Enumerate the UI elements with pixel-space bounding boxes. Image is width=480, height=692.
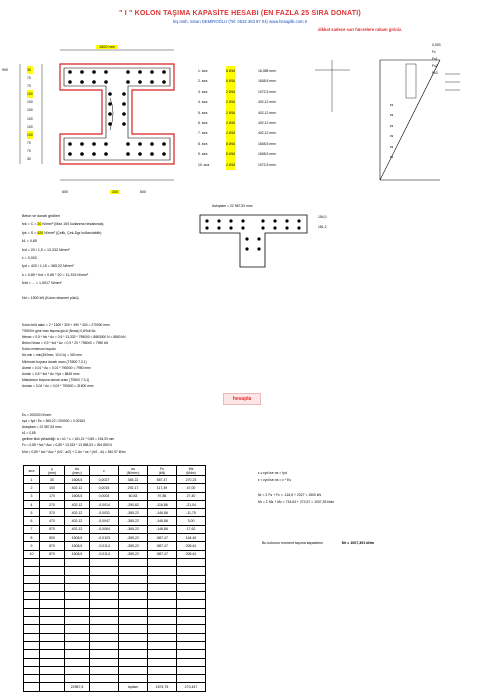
table-cell: -587,47 <box>148 534 177 542</box>
table-cell <box>65 625 90 633</box>
table-cell <box>24 641 40 649</box>
table-cell <box>24 650 40 658</box>
table-cell <box>65 558 90 566</box>
table-cell: 292,17 <box>119 484 148 492</box>
table-row <box>24 608 206 616</box>
table-cell: 205,61 <box>177 542 206 550</box>
table-cell <box>24 567 40 575</box>
table-cell <box>177 592 206 600</box>
table-cell <box>24 583 40 591</box>
table-cell <box>65 575 90 583</box>
table-cell <box>148 608 177 616</box>
table-row <box>24 575 206 583</box>
table-cell: 17,62 <box>177 525 206 533</box>
table-cell <box>119 633 148 641</box>
table-cell <box>40 675 65 683</box>
table-cell: 1608,5 <box>65 476 90 484</box>
dim-value: 100 <box>27 116 33 121</box>
table-cell <box>65 658 90 666</box>
table-row <box>24 583 206 591</box>
table-row <box>24 617 206 625</box>
table-cell: 164,49 <box>177 534 206 542</box>
table-cell: 870 <box>40 550 65 558</box>
table-cell: 1608,5 <box>65 492 90 500</box>
table-cell <box>65 592 90 600</box>
table-cell: 1 <box>24 476 40 484</box>
dim-column <box>27 66 33 163</box>
table-cell <box>177 567 206 575</box>
table-cell: 570 <box>40 525 65 533</box>
table-row <box>24 492 206 500</box>
table-row <box>24 517 206 525</box>
table-cell <box>119 650 148 658</box>
table-cell <box>177 625 206 633</box>
table-cell <box>24 625 40 633</box>
table-cell <box>40 625 65 633</box>
table-row <box>24 633 206 641</box>
table-cell <box>119 641 148 649</box>
table-cell: -290,62 <box>119 500 148 508</box>
table-cell <box>148 583 177 591</box>
table-cell <box>40 650 65 658</box>
table-cell <box>24 666 40 674</box>
table-cell: 800 <box>40 534 65 542</box>
table-row <box>24 600 206 608</box>
dim-value: 30 <box>27 157 31 162</box>
table-cell <box>40 617 65 625</box>
rebar-dots-top <box>68 70 166 84</box>
table-cell: -0,0064 <box>90 525 119 533</box>
table-cell <box>148 675 177 683</box>
table-cell: 10 <box>24 550 40 558</box>
stirrup-outline <box>64 68 170 160</box>
table-row <box>24 558 206 566</box>
table-cell: 97,86 <box>148 492 177 500</box>
inputs-heading: Beton ve donatı girdileri <box>22 214 60 218</box>
left-height-label: 900 <box>2 68 8 72</box>
table-cell <box>119 575 148 583</box>
table-cell: 9 <box>24 542 40 550</box>
fy-input[interactable]: 420 <box>37 230 44 235</box>
table-cell: 117,49 <box>148 484 177 492</box>
table-cell: 402,12 <box>65 500 90 508</box>
strain-labels: 0,003 Fc Fs1 Fs2 Fs3 <box>432 43 441 75</box>
table-cell <box>90 666 119 674</box>
flange-right-label: 600 <box>140 190 146 194</box>
row-bars[interactable]: 8 Ø16 8 Ø16 2 Ø16 2 Ø16 2 Ø16 2 Ø16 2 Ø16 8 Ø16 8 Ø16 2 Ø16 <box>226 66 235 170</box>
table-cell <box>177 658 206 666</box>
table-cell: 30 <box>40 476 65 484</box>
table-cell: -365,22 <box>119 534 148 542</box>
table-cell <box>90 608 119 616</box>
table-cell: -365,22 <box>119 525 148 533</box>
table-cell <box>65 633 90 641</box>
table-cell <box>90 633 119 641</box>
table-cell: 7 <box>24 525 40 533</box>
table-cell: 0,0027 <box>90 476 119 484</box>
table-header-row: sıra y (mm) As (mm²) ε σs (N/mm²) Fs (kN) Ms (kNm) <box>24 466 206 476</box>
calc-block: Kolon brüt alanı = 2 * 1500 * 300 + 490 * 300 = 270000 mm² TS500'e göre max taşıma gücü (Nmax) 0,6*fck*Ac Ntmax = 0,5 * fck * Ac = 0,5 * 13,333 * 795000 = 8863000 N = 8863 kN Beton Nmax = 0,9 * fcd * Ac = 0,9 * 20 * 795000 = 7950 kN Kolon minimum boyutu Ns,min = min(300mm, 1/12 lo) = 300 mm Minimum boyuna donatı oranı (TS500 7.3.1) Asmin = 0,01 * Ac = 0,01 * 795000 = 7950 mm² Asmin = 0,8 * fcd * Ac / fyd = 8845 mm² Maksimum boyuna donatı oranı (TS500 7.3.1) Asmax = 0,04 * Ac = 0,04 * 795000 = 31800 mm² <box>22 323 126 388</box>
eps-block: Es = 200000 N/mm² εyd = fyd / Es = 365,22 / 200000 = 0,00183 Astoplam = 22 987,53 mm² k1 = 0,85 gerilme blok yüksekliği: a = k1 * c = 181,21 * 0,85 = 154,03 mm Fc = 0,85 * fcd * Acc = 0,85 * 13,333 * 13 658,53 = 264 853 N Mrd = 0,85 * fcd * Acc * (h/2 - a/2) + Σ As * σs * (h/2 - di) = 540,97 kNm <box>22 413 126 454</box>
table-cell <box>119 617 148 625</box>
table-cell <box>148 658 177 666</box>
table-cell: 47,00 <box>177 484 206 492</box>
table-cell: -21,04 <box>177 500 206 508</box>
table-cell: 587,47 <box>148 476 177 484</box>
table-cell: -116,86 <box>148 500 177 508</box>
table-cell <box>148 600 177 608</box>
table-cell: 402,12 <box>65 517 90 525</box>
right-formulas: ε ≥ εyd ise σs = fyd ε < εyd ise σs = ε * Es Nr = Σ Fs + Fc = -116,5 + 2027 = 1500 kN Mr = Σ Ms + Mc = 734,64 + 272,57 = 1007,39 kNm <box>258 471 335 504</box>
table-cell: 2 <box>24 484 40 492</box>
table-cell <box>90 558 119 566</box>
table-cell: 870 <box>40 542 65 550</box>
table-cell: -11,75 <box>177 509 206 517</box>
table-cell: -365,22 <box>119 517 148 525</box>
table-cell: 1608,5 <box>65 550 90 558</box>
table-cell <box>177 666 206 674</box>
table-cell: 370 <box>40 509 65 517</box>
result-line: Bu kolonun moment taşıma kapasitesi Mr = 1007,391 kNm <box>262 541 375 545</box>
dim-value: 70 <box>27 76 31 81</box>
table-cell <box>65 617 90 625</box>
table-cell <box>40 600 65 608</box>
table-cell <box>90 575 119 583</box>
table-cell <box>65 666 90 674</box>
table-cell: 4 <box>24 500 40 508</box>
table-cell <box>119 583 148 591</box>
table-row <box>24 666 206 674</box>
table-cell <box>148 558 177 566</box>
table-row <box>24 525 206 533</box>
table-cell: 6 <box>24 517 40 525</box>
table-row <box>24 500 206 508</box>
table-cell: -0,0014 <box>90 500 119 508</box>
table-cell <box>119 592 148 600</box>
table-cell <box>65 567 90 575</box>
table-cell <box>119 658 148 666</box>
table-cell: 1608,5 <box>65 542 90 550</box>
dim-input[interactable]: 30 <box>27 66 33 74</box>
table-cell <box>177 650 206 658</box>
top-width-input[interactable]: 1500 mm <box>96 45 118 49</box>
table-cell <box>40 575 65 583</box>
table-cell: 470 <box>40 517 65 525</box>
table-cell <box>24 575 40 583</box>
table-cell: -146,86 <box>148 525 177 533</box>
dim-input[interactable]: 100 <box>27 131 33 139</box>
table-cell <box>119 625 148 633</box>
inputs-block: Beton ve donatı girdileri fck = C = 20 N/mm² (Max 100 kullanma hesabında) fyk = S = 420 N/mm² (Çelik, Çek-Dgr kullanılabilir) k1 = 0,85 fcd = 20 / 1,5 = 13,333 N/mm² ε = 0,003 fyd = 420 / 1,15 = 365,22 N/mm² k = 0,85 * fcd = 0,85 * 20 = 11,333 N/mm² fctd = ... = 1,0017 N/mm² Nd = 1500 kN (Kolon eksenel yükü) <box>22 214 104 300</box>
table-row <box>24 542 206 550</box>
table-cell <box>24 658 40 666</box>
dim-value: 70 <box>27 84 31 89</box>
table-cell: 3 <box>24 492 40 500</box>
table-cell <box>40 608 65 616</box>
dim-value: 70 <box>27 140 31 145</box>
table-cell: -587,47 <box>148 542 177 550</box>
table-cell: 27,40 <box>177 492 206 500</box>
table-cell <box>148 641 177 649</box>
table-cell: 270 <box>40 500 65 508</box>
table-cell <box>148 650 177 658</box>
table-row <box>24 658 206 666</box>
table-cell <box>148 617 177 625</box>
table-cell <box>177 675 206 683</box>
table-cell: -146,86 <box>148 517 177 525</box>
table-cell <box>177 575 206 583</box>
table-cell <box>65 583 90 591</box>
table-row <box>24 675 206 683</box>
table-cell <box>24 617 40 625</box>
table-row <box>24 476 206 484</box>
table-cell: 0,0015 <box>90 484 119 492</box>
table-cell <box>177 633 206 641</box>
table-cell: -365,22 <box>119 550 148 558</box>
flange-left-label: 600 <box>62 190 68 194</box>
table-cell <box>40 633 65 641</box>
table-cell <box>40 666 65 674</box>
table-cell: 8 <box>24 534 40 542</box>
table-cell <box>24 608 40 616</box>
table-cell <box>90 583 119 591</box>
table-cell: -587,47 <box>148 550 177 558</box>
compression-zone-figure <box>195 205 315 275</box>
table-cell <box>148 575 177 583</box>
table-cell: -0,0114 <box>90 550 119 558</box>
table-cell <box>65 650 90 658</box>
rebar-dots-web <box>108 92 126 126</box>
table-cell <box>90 625 119 633</box>
table-cell <box>177 608 206 616</box>
table-cell: -146,86 <box>148 509 177 517</box>
table-cell <box>119 567 148 575</box>
table-cell <box>24 675 40 683</box>
table-cell <box>119 675 148 683</box>
table-cell: 205,61 <box>177 550 206 558</box>
input-note: dikkat sadece sarı hücrelere rakam giriniz. <box>318 27 403 32</box>
table-row <box>24 484 206 492</box>
table-cell <box>119 666 148 674</box>
table-cell <box>90 675 119 683</box>
table-cell <box>119 600 148 608</box>
table-cell <box>90 650 119 658</box>
table-cell: 402,12 <box>65 525 90 533</box>
table-row <box>24 592 206 600</box>
table-cell: -365,22 <box>119 542 148 550</box>
dim-value: 100 <box>27 124 33 129</box>
table-cell: 402,12 <box>65 509 90 517</box>
table-row <box>24 550 206 558</box>
table-cell <box>177 558 206 566</box>
table-cell: 402,12 <box>65 484 90 492</box>
table-cell <box>24 600 40 608</box>
table-cell: -0,0103 <box>90 534 119 542</box>
results-table <box>23 465 206 692</box>
table-cell <box>24 592 40 600</box>
dim-value: 70 <box>27 148 31 153</box>
table-cell: -0,0031 <box>90 509 119 517</box>
section-outline <box>60 64 174 164</box>
table-cell <box>148 567 177 575</box>
table-cell <box>40 558 65 566</box>
table-cell <box>40 583 65 591</box>
fig2-as-label: Astoplam = 22 987,53 mm² <box>212 204 253 208</box>
web-width-input[interactable]: 300 <box>112 190 118 194</box>
table-cell <box>65 608 90 616</box>
table-row <box>24 534 206 542</box>
author-subtitle: İnş.müh. Sinan DEMİROĞLU (Tel: 0532 363 97 04) www.hesaplik.com.tr <box>172 19 308 24</box>
table-cell: 170 <box>40 492 65 500</box>
table-row <box>24 509 206 517</box>
dim-input[interactable]: 100 <box>27 90 33 98</box>
table-cell <box>119 558 148 566</box>
table-cell <box>65 641 90 649</box>
table-cell <box>90 600 119 608</box>
table-cell <box>90 567 119 575</box>
page-title: " I " KOLON TAŞIMA KAPASİTE HESABI (EN FAZLA 25 SIRA DONATI) <box>119 10 361 17</box>
table-cell: 365,22 <box>119 476 148 484</box>
table-row <box>24 641 206 649</box>
table-cell <box>177 600 206 608</box>
hesapla-button[interactable]: hesapla <box>223 393 261 405</box>
table-cell: 0,0003 <box>90 492 119 500</box>
table-cell <box>24 558 40 566</box>
table-cell <box>65 600 90 608</box>
table-row <box>24 650 206 658</box>
table-cell <box>40 567 65 575</box>
table-cell <box>40 658 65 666</box>
table-cell <box>90 617 119 625</box>
table-cell <box>148 592 177 600</box>
rebar-dots-bottom <box>68 142 166 156</box>
table-cell: 3,00 <box>177 517 206 525</box>
row-labels: 1. sıra 2. sıra 3. sıra 4. sıra 5. sıra 6. sıra 7. sıra 8. sıra 9. sıra 10. sıra <box>198 69 210 167</box>
i-section-drawing <box>14 38 224 213</box>
table-cell <box>40 592 65 600</box>
table-row <box>24 567 206 575</box>
dim-value: 100 <box>27 108 33 113</box>
table-cell: -365,22 <box>119 509 148 517</box>
table-cell <box>90 658 119 666</box>
row-areas: 16,085 mm² 1608,5 mm² 1072,5 mm² 402,12 mm² 402,12 mm² 402,12 mm² 402,12 mm² 1608,5 mm² 1608,5 mm² 1072,5 mm² <box>258 69 277 167</box>
table-cell: -0,0114 <box>90 542 119 550</box>
table-cell <box>90 592 119 600</box>
table-cell <box>40 641 65 649</box>
table-cell <box>177 641 206 649</box>
table-cell: 1608,5 <box>65 534 90 542</box>
table-cell <box>177 583 206 591</box>
table-row <box>24 625 206 633</box>
table-cell: 5 <box>24 509 40 517</box>
table-cell <box>24 633 40 641</box>
table-cell: 60,83 <box>119 492 148 500</box>
table-cell <box>148 625 177 633</box>
dim-value: 100 <box>27 100 33 105</box>
table-cell: 270,23 <box>177 476 206 484</box>
table-cell <box>148 666 177 674</box>
table-total-row: 22987,5 toplam 1874,75 270,447 <box>24 683 206 691</box>
table-cell <box>119 608 148 616</box>
table-cell: -0,0047 <box>90 517 119 525</box>
fc-input[interactable]: 20 <box>37 222 42 227</box>
strain-es-labels: εs εs εs εs εs εs <box>390 103 394 160</box>
table-cell <box>65 675 90 683</box>
fig2-values: 154,0 181,2 <box>318 215 327 229</box>
table-cell <box>90 641 119 649</box>
table-cell: 100 <box>40 484 65 492</box>
table-cell <box>177 617 206 625</box>
table-cell <box>148 633 177 641</box>
